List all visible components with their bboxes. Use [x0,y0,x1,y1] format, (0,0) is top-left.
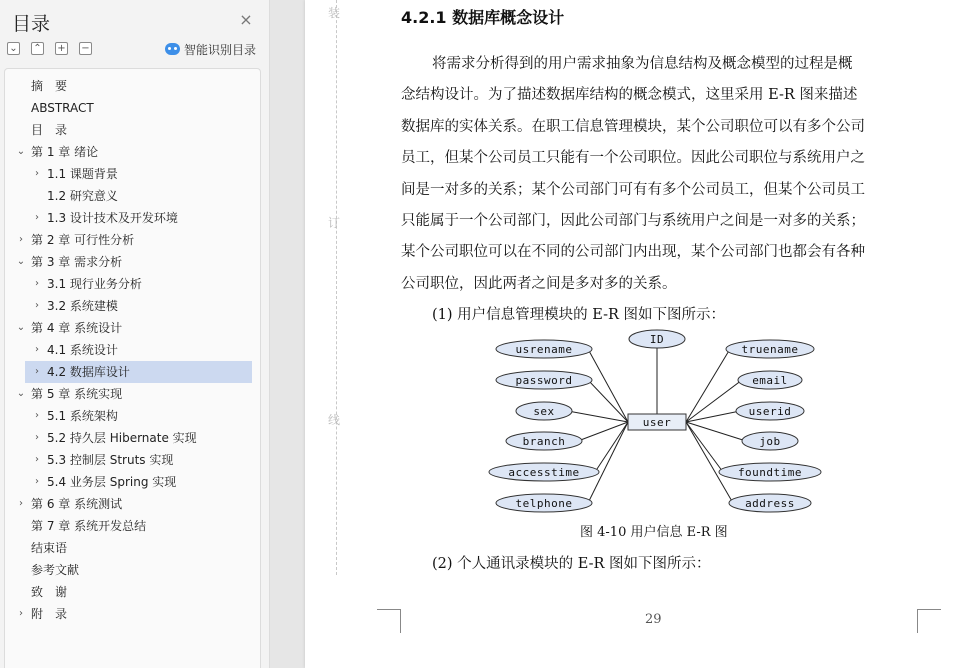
toc-item[interactable] [25,361,252,383]
toc-item-label: 第 7 章 系统开发总结 [31,519,147,533]
er-attribute-label: password [515,374,573,387]
er-attribute [729,494,811,512]
er-entity [628,414,686,430]
toc-item[interactable] [25,471,252,493]
section-heading: 4.2.1 数据库概念设计 [401,8,565,27]
toc-item[interactable] [25,163,252,185]
toc-item[interactable] [25,207,252,229]
er-attribute [738,371,802,389]
chevron-right-icon[interactable]: › [35,278,39,289]
binding-line [336,0,337,575]
er-connector [588,349,628,422]
er-attribute-label: accesstime [508,466,580,479]
toc-item[interactable] [9,251,252,273]
er-attribute-label: email [752,374,788,387]
smart-toc-button[interactable] [165,41,256,57]
er-attribute-label: branch [522,435,566,448]
toc-item-label: ABSTRACT [31,101,94,115]
toc-item-label: 1.2 研究意义 [47,189,118,203]
toc-item-label: 5.2 持久层 Hibernate 实现 [47,431,197,445]
toc-item[interactable] [9,97,252,119]
toc-item[interactable] [9,383,252,405]
toc-item-label: 5.4 业务层 Spring 实现 [47,475,177,489]
toc-item[interactable] [25,427,252,449]
chevron-down-icon[interactable]: ⌄ [16,256,26,267]
er-connector [686,349,730,422]
toc-item-label: 目 录 [31,123,68,137]
paragraph-line: 员工，但某个公司员工只能有一个公司职位。因此公司职位与系统用户之 [401,150,865,166]
toc-item-label: 1.3 设计技术及开发环境 [47,211,178,225]
toc-item-label: 致 谢 [31,585,68,599]
paragraph-line: 数据库的实体关系。在职工信息管理模块，某个公司职位可以有多个公司 [401,119,865,135]
toc-item-label: 摘 要 [31,79,68,93]
page-number: 29 [645,612,662,627]
er-attribute [736,402,804,420]
toc-item[interactable] [9,119,252,141]
er-attribute [496,340,592,358]
chevron-down-icon[interactable]: ⌄ [16,146,26,157]
chevron-right-icon[interactable]: › [35,454,39,465]
toc-item[interactable] [9,493,252,515]
subheading: (1) 用户信息管理模块的 E-R 图如下图所示： [432,307,726,323]
toc-item-label: 第 2 章 可行性分析 [31,233,135,247]
smart-toc-label: 智能识别目录 [184,42,257,57]
er-attribute-label: foundtime [737,466,803,479]
er-attribute-label: usrename [515,343,573,356]
chevron-down-icon[interactable]: ⌄ [16,388,26,399]
chevron-right-icon[interactable]: › [19,608,23,619]
binding-mark: 线 [328,413,341,427]
toc-item-label: 第 6 章 系统测试 [31,497,123,511]
toc-item-label: 3.2 系统建模 [47,299,118,313]
chevron-right-icon[interactable]: › [35,432,39,443]
er-attribute-label: job [759,435,781,448]
toc-item-label: 3.1 现行业务分析 [47,277,142,291]
er-attribute-label: address [745,497,795,510]
er-attribute-label: sex [533,405,555,418]
paragraph-line: 某个公司职位可以在不同的公司部门内出现，某个公司部门也都会有各种 [401,244,865,260]
close-icon[interactable]: × [239,10,253,29]
er-attribute [516,402,572,420]
toc-item[interactable] [25,449,252,471]
add-level-icon[interactable]: + [55,42,68,55]
toc-item[interactable] [25,295,252,317]
er-connector [686,380,742,422]
toc-list [4,68,261,668]
er-connector [686,422,723,472]
er-attribute [489,463,599,481]
chevron-right-icon[interactable]: › [35,212,39,223]
chevron-right-icon[interactable]: › [19,234,23,245]
er-attribute [742,432,798,450]
toc-item[interactable] [9,141,252,163]
chevron-right-icon[interactable]: › [35,476,39,487]
toc-item-label: 参考文献 [31,563,80,577]
toc-item[interactable] [25,339,252,361]
document-view [271,0,963,668]
er-attribute [719,463,821,481]
toc-pane [0,0,270,668]
paragraph-line: 念结构设计。为了描述数据库结构的概念模式，这里采用 E-R 图来描述 [401,87,858,103]
toc-item-label: 第 4 章 系统设计 [31,321,123,335]
toc-item-label: 4.1 系统设计 [47,343,118,357]
figure-caption: 图 4-10 用户信息 E-R 图 [580,525,728,540]
er-entity-label: user [642,416,672,429]
toc-item-label: 结束语 [31,541,68,555]
toc-title: 目录 [12,13,51,35]
er-attribute-label: ID [649,333,665,346]
page-corner-mark [917,609,941,633]
toc-item[interactable] [9,603,252,625]
paragraph-line: 将需求分析得到的用户需求抽象为信息结构及概念模型的过程是概 [432,56,853,72]
er-attribute [496,494,592,512]
toc-item[interactable] [9,581,252,603]
er-connector [595,422,628,472]
er-diagram [481,326,861,518]
toc-item-label: 第 1 章 绪论 [31,145,99,159]
chevron-right-icon[interactable]: › [35,366,39,377]
expand-all-icon[interactable]: ⌃ [31,42,44,55]
toc-item[interactable] [9,537,252,559]
chevron-down-icon[interactable]: ⌄ [16,322,26,333]
toc-item[interactable] [9,515,252,537]
er-connector [588,422,628,503]
robot-icon [165,43,180,55]
chevron-right-icon[interactable]: › [19,498,23,509]
paragraph-line: 间是一对多的关系；某个公司部门可有有多个公司员工，但某个公司员工 [401,182,865,198]
binding-mark: 订 [328,216,341,230]
chevron-right-icon[interactable]: › [35,344,39,355]
er-attribute [496,371,592,389]
paragraph-line: 公司职位，因此两者之间是多对多的关系。 [401,276,677,292]
er-attribute-label: userid [748,405,792,418]
remove-level-icon[interactable]: − [79,42,92,55]
chevron-right-icon[interactable]: › [35,300,39,311]
toc-item[interactable] [25,273,252,295]
toc-item[interactable] [9,229,252,251]
toc-item[interactable] [25,185,252,207]
er-attribute-label: telphone [515,497,573,510]
toc-item[interactable] [25,405,252,427]
chevron-right-icon[interactable]: › [35,168,39,179]
toc-item-label: 附 录 [31,607,68,621]
toc-item[interactable] [9,317,252,339]
subheading: (2) 个人通讯录模块的 E-R 图如下图所示： [432,556,711,572]
toc-item-label: 5.1 系统架构 [47,409,118,423]
collapse-all-icon[interactable]: ⌄ [7,42,20,55]
toc-item-label: 4.2 数据库设计 [47,365,130,379]
toc-item[interactable] [9,75,252,97]
er-attribute-label: truename [741,343,799,356]
toc-item-label: 第 3 章 需求分析 [31,255,123,269]
toc-item-label: 第 5 章 系统实现 [31,387,123,401]
er-attribute [726,340,814,358]
er-attribute [506,432,582,450]
document-page [305,0,963,668]
paragraph-line: 只能属于一个公司部门，因此公司部门与系统用户之间是一对多的关系； [401,213,865,229]
page-corner-mark [377,609,401,633]
chevron-right-icon[interactable]: › [35,410,39,421]
binding-mark: 装 [328,6,341,20]
er-attribute [629,330,685,348]
toc-item-label: 5.3 控制层 Struts 实现 [47,453,174,467]
toc-item-label: 1.1 课题背景 [47,167,118,181]
toc-item[interactable] [9,559,252,581]
